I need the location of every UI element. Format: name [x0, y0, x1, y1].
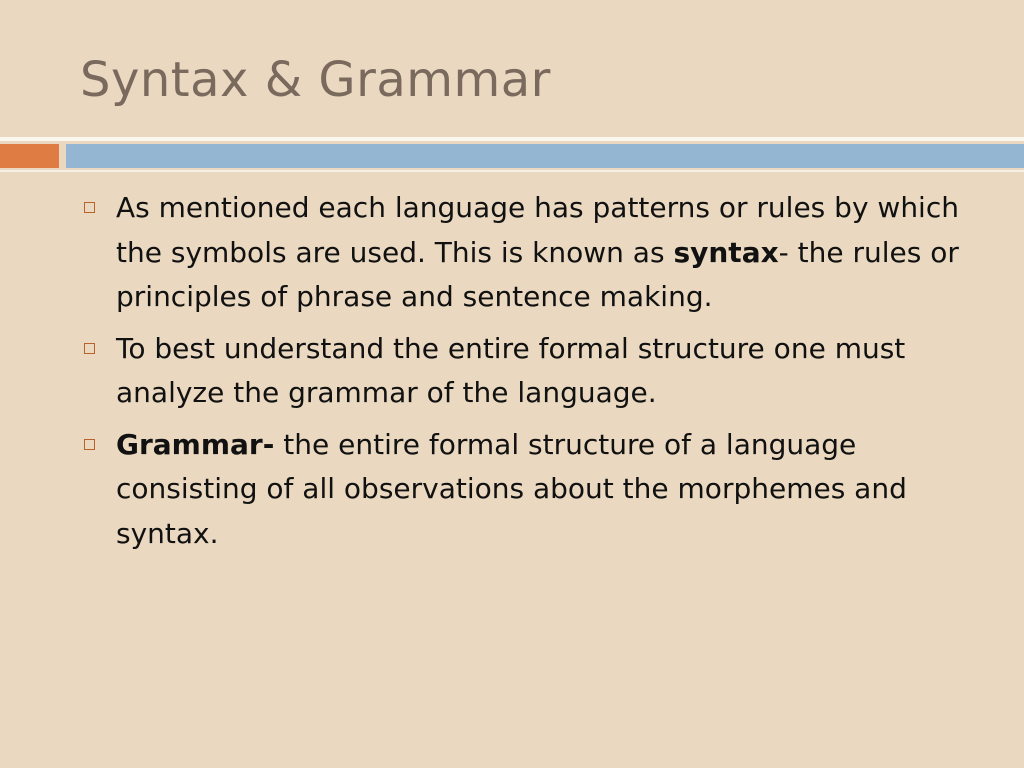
square-bullet-icon	[84, 202, 95, 213]
accent-bar-orange	[0, 144, 59, 168]
bullet-text: - the rules or principles of phrase and sentence making.	[116, 235, 959, 313]
square-bullet-icon	[84, 343, 95, 354]
bullet-text: As mentioned each language has patterns or rules by which the symbols are used. This is known as	[116, 191, 959, 269]
bullet-list	[80, 186, 960, 563]
bullet-text: the entire formal structure of a language consisting of all observations about the morphemes and syntax.	[116, 427, 907, 550]
square-bullet-icon	[84, 439, 95, 450]
bullet-item-syntax	[80, 186, 960, 320]
accent-bar-blue	[66, 144, 1024, 168]
bullet-text: To best understand the entire formal structure one must analyze the grammar of the language.	[116, 331, 906, 409]
bullet-item-structure	[80, 327, 960, 416]
bullet-term-grammar: Grammar-	[116, 427, 275, 461]
title-divider-line	[0, 137, 1024, 141]
bullet-item-grammar	[80, 423, 960, 557]
slide-title: Syntax & Grammar	[80, 52, 551, 108]
bullet-term-syntax: syntax	[673, 235, 779, 269]
accent-divider-line	[0, 170, 1024, 172]
